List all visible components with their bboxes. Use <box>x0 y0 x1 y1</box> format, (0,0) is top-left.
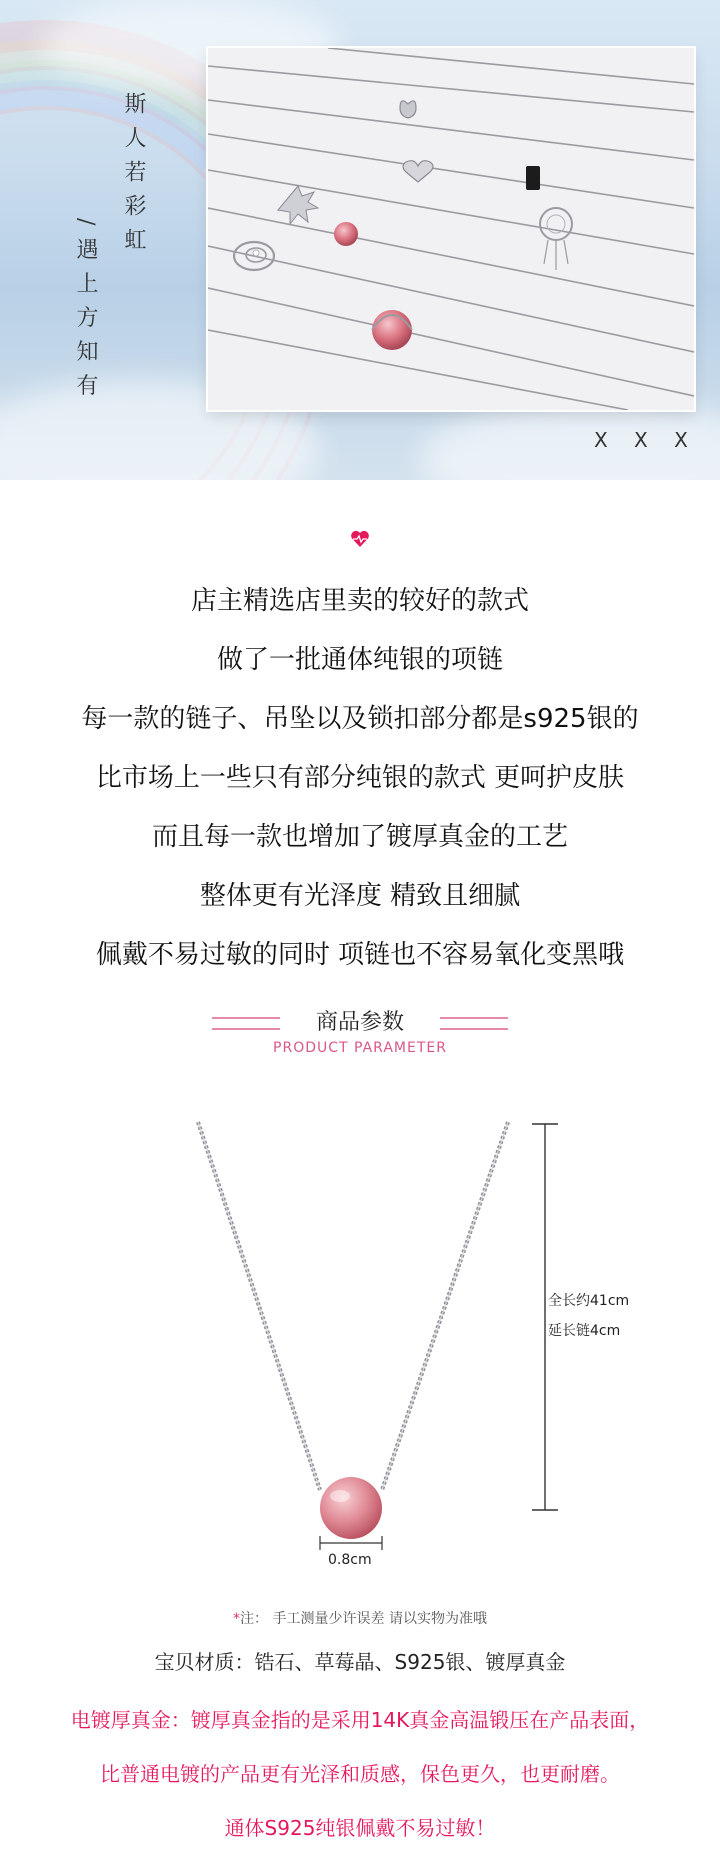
description-line: 比市场上一些只有部分纯银的款式 更呵护皮肤 <box>95 763 625 793</box>
section-subtitle: PRODUCT PARAMETER <box>273 1040 447 1056</box>
material-info: 宝贝材质：锆石、草莓晶、S925银、镀厚真金 <box>154 1650 566 1674</box>
signature-mark: X X X <box>594 428 698 452</box>
note-asterisk: * <box>233 1611 241 1627</box>
moon-pendant <box>400 101 416 118</box>
necklace-illustration <box>0 1110 720 1580</box>
total-length-label: 全长约41cm <box>548 1293 630 1309</box>
note-text: 注： 手工测量少许误差 请以实物为准哦 <box>240 1611 487 1627</box>
strawberry-quartz-bead <box>320 1477 382 1539</box>
gold-plating-line-2: 比普通电镀的产品更有光泽和质感，保色更久，也更耐磨。 <box>100 1762 620 1786</box>
description-line: 做了一批通体纯银的项链 <box>216 645 503 675</box>
measurement-note <box>0 1608 720 1628</box>
strawberry-quartz-bead <box>334 222 358 246</box>
necklace-collection-illustration <box>208 48 694 410</box>
gold-plating-line-3: 通体S925纯银佩戴不易过敏！ <box>224 1816 496 1840</box>
extension-chain-label: 延长链4cm <box>548 1323 621 1339</box>
description-line: 整体更有光泽度 精致且细腻 <box>199 881 521 911</box>
necklace-collection-photo <box>208 48 694 410</box>
shop-description <box>0 572 720 985</box>
description-line: 每一款的链子、吊坠以及锁扣部分都是s925银的 <box>81 704 639 734</box>
black-bar-pendant <box>526 166 540 190</box>
vertical-poem-line-2: /遇上方知有 <box>73 218 98 408</box>
heart-icon <box>350 530 370 548</box>
description-line: 佩戴不易过敏的同时 项链也不容易氧化变黑哦 <box>95 940 625 970</box>
product-dimension-diagram <box>0 1110 720 1580</box>
gold-plating-line-1: 电镀厚真金：镀厚真金指的是采用14K真金高温锻压在产品表面， <box>70 1708 650 1732</box>
description-line: 而且每一款也增加了镀厚真金的工艺 <box>151 822 568 852</box>
description-line: 店主精选店里卖的较好的款式 <box>190 586 529 616</box>
bead-size-label: 0.8cm <box>328 1552 372 1568</box>
section-title: 商品参数 <box>315 1010 404 1035</box>
caged-bead-pendant <box>372 310 412 350</box>
hero-banner <box>0 0 720 480</box>
vertical-poem-line-1: 斯人若彩虹 <box>121 92 146 262</box>
